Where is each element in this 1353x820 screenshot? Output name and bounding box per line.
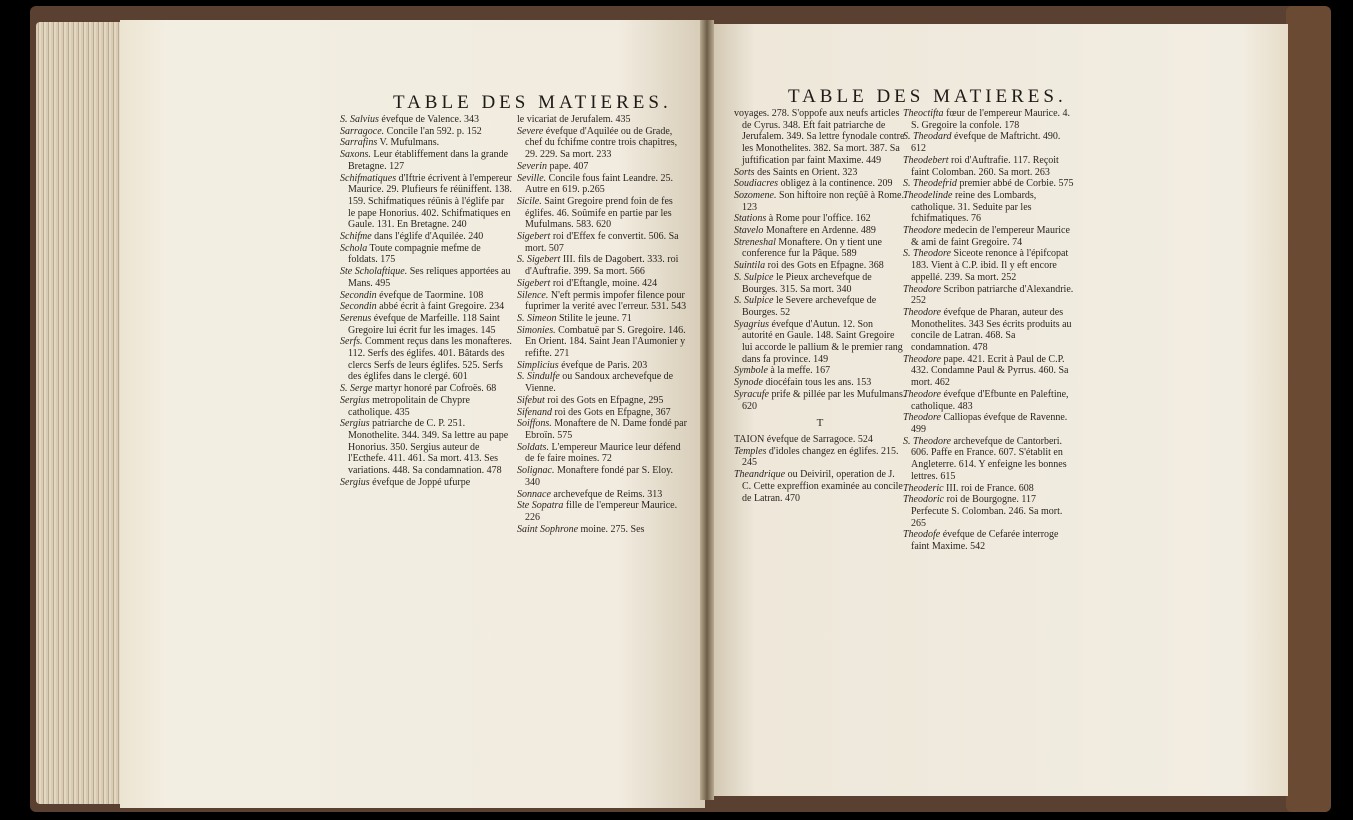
index-text: évefque d'Autun. 12. Son autorité en Gaule. 148. Saint Gregoire lui accorde le pallium & le premier rang dans fa province. 149 [742, 318, 903, 365]
index-text: fœur de l'empereur Maurice. 4. S. Gregoire la confole. 178 [911, 108, 1071, 131]
index-term: Severe [517, 125, 544, 137]
index-term: Streneshal [734, 236, 776, 248]
index-term: S. Sulpice [734, 295, 774, 307]
index-term: Sarragoce. [340, 125, 385, 137]
index-entry [340, 137, 512, 149]
left-page-header: TABLE DES MATIERES. [393, 92, 672, 113]
index-term: Sozomene. [734, 189, 777, 201]
index-text: ou Sandoux archevefque de Vienne. [525, 371, 674, 395]
index-term: Theodoric [903, 494, 945, 506]
index-text: Concile fous faint Leandre. 25. Autre en 619. p.265 [525, 172, 674, 196]
index-text: dans l'églife d'Aquilée. 240 [371, 231, 484, 243]
index-entry [734, 225, 906, 237]
index-entry [340, 383, 512, 395]
index-term: Theodore [903, 412, 941, 424]
index-term: Silence. [517, 289, 549, 301]
index-entry [517, 489, 689, 501]
index-text: V. Mufulmans. [377, 137, 440, 149]
index-entry [340, 266, 512, 289]
index-entry [734, 167, 906, 179]
index-text: metropolitain de Chypre catholique. 435 [348, 394, 470, 418]
index-text: à Rome pour l'office. 162 [766, 213, 871, 225]
index-term: Theodelinde [903, 189, 953, 201]
index-term: Theandrique [734, 469, 786, 481]
index-entry [517, 395, 689, 407]
index-entry [903, 284, 1075, 307]
left-column-1 [340, 114, 512, 489]
index-term: Schola [340, 242, 368, 254]
index-term: Saint Sophrone [517, 523, 579, 535]
index-text: premier abbé de Corbie. 575 [956, 178, 1074, 190]
left-column-2 [517, 114, 689, 535]
index-entry [517, 313, 689, 325]
index-text: III. fils de Dagobert. 333. roi d'Auftrafie. 399. Sa mort. 566 [525, 254, 679, 278]
index-entry [734, 108, 906, 167]
index-text: Saint Gregoire prend foin de fes églifes. 46. Soûmife en partie par les Mufulmans. 583. 620 [525, 195, 673, 231]
index-text: le vicariat de Jerufalem. 435 [517, 114, 631, 125]
index-term: S. Serge [340, 383, 373, 395]
index-entry [903, 248, 1075, 283]
index-entry [340, 149, 512, 172]
index-text: Siceote renonce à l'épifcopat 183. Vient à C.P. ibid. Il y eft encore appellé. 239. Sa mort. 252 [911, 248, 1069, 283]
index-text: prife & pillée par les Mufulmans. 620 [742, 388, 906, 412]
index-term: Sifebut [517, 394, 545, 406]
index-entry [903, 307, 1075, 354]
index-entry [340, 395, 512, 418]
index-entry [517, 500, 689, 523]
index-text: reine des Lombards, catholique. 31. Seduite par les fchifmatiques. 76 [911, 189, 1037, 225]
index-text: évefque de Pharan, auteur des Monothelites. 343 Ses écrits produits au concile de Latran. 468. Sa condamnation. 478 [911, 306, 1072, 354]
index-text: N'eft permis impofer filence pour fuprimer la verité avec l'erreur. 531. 543 [525, 289, 687, 313]
index-term: S. Sulpice [734, 271, 774, 283]
index-text: archevefque de Cantorberi. 606. Paffe en France. 607. S'établit en Angleterre. 614. Y enfeigne les bonnes lettres. 615 [911, 435, 1067, 482]
index-term: Soiffons. [517, 418, 552, 430]
index-entry [517, 161, 689, 173]
index-term: Serenus [340, 312, 372, 324]
section-letter: T [816, 417, 824, 430]
index-entry [517, 371, 689, 394]
index-term: Sifenand [517, 406, 552, 418]
index-term: Secondin [340, 301, 377, 313]
index-term: Sergius [340, 394, 370, 406]
index-text: medecin de l'empereur Maurice & ami de faint Gregoire. 74 [911, 225, 1070, 248]
index-text: évefque de Maftricht. 490. 612 [911, 131, 1061, 155]
index-entry [517, 360, 689, 372]
index-text: abbé écrit à faint Gregoire. 234 [376, 301, 505, 313]
index-text: évefque d'Efbunte en Paleftine, catholique. 483 [911, 388, 1069, 412]
index-entry [340, 313, 512, 336]
index-term: Serfs. [340, 336, 363, 348]
index-text: Monaftere fondé par S. Eloy. 340 [525, 465, 673, 488]
index-entry [517, 126, 689, 161]
index-term: S. Theodore [903, 248, 951, 260]
index-term: Secondin [340, 289, 377, 301]
index-term: Simplicius [517, 359, 559, 371]
index-text: ou Deiviril, operation de J. C. Cette expreffion examinée au concile de Latran. 470 [742, 469, 903, 504]
index-term: Soldats. [517, 441, 549, 453]
index-term: S. Theodefrid [903, 178, 957, 190]
index-term: Sigebert [517, 277, 551, 289]
index-text: roi d'Auftrafie. 117. Reçoit faint Colomban. 260. Sa mort. 263 [911, 154, 1059, 178]
book-cover-right-edge [1286, 6, 1331, 812]
right-column-1 [734, 108, 906, 504]
index-entry [734, 190, 906, 213]
index-entry [903, 178, 1075, 190]
index-text: des Saints en Orient. 323 [754, 166, 858, 178]
index-entry [734, 178, 906, 190]
index-entry [734, 469, 906, 504]
index-term: S. Salvius [340, 114, 379, 125]
index-term: Theodebert [903, 154, 949, 166]
index-term: Schifmatiques [340, 172, 397, 184]
index-term: Ste Sopatra [517, 500, 564, 512]
index-term: Synode [734, 377, 763, 389]
index-text: le Pieux archevefque de Bourges. 315. Sa mort. 340 [742, 271, 872, 295]
index-entry [517, 465, 689, 488]
index-term: Theoderic [903, 482, 944, 494]
index-entry [517, 325, 689, 360]
index-text: roi d'Effex fe convertit. 506. Sa mort. 507 [525, 231, 679, 254]
index-text: évefque de Cefarée interroge faint Maxime. 542 [911, 529, 1059, 553]
index-text: fille de l'empereur Maurice. 226 [525, 500, 678, 523]
index-text: roi de Bourgogne. 117 Perfecute S. Colomban. 246. Sa mort. 265 [911, 494, 1063, 529]
index-term: S. Simeon [517, 312, 557, 324]
index-entry [903, 190, 1075, 225]
index-text: à la meffe. 167 [767, 365, 831, 377]
index-term: S. Sigebert [517, 254, 561, 266]
index-text: Scribon patriarche d'Alexandrie. 252 [911, 283, 1074, 307]
index-entry [903, 155, 1075, 178]
index-entry [340, 126, 512, 138]
index-entry [903, 354, 1075, 389]
index-entry [340, 301, 512, 313]
index-term: Sarrafins [340, 137, 378, 149]
index-term: Theodofe [903, 529, 941, 541]
index-term: Suintila [734, 260, 766, 272]
index-entry [517, 231, 689, 254]
index-text: III. roi de France. 608 [943, 482, 1034, 494]
index-entry [734, 260, 906, 272]
index-term: Simonies. [517, 324, 556, 336]
index-text: roi des Gots en Efpagne, 367 [552, 406, 671, 418]
index-text: Stilite le jeune. 71 [556, 312, 632, 324]
index-term: Stations [734, 213, 767, 225]
index-text: évefque de Valence. 343 [378, 114, 479, 125]
index-text: Combatuë par S. Gregoire. 146. En Orient. 184. Saint Jean l'Aumonier y refifte. 271 [525, 324, 686, 360]
index-term: Severin [517, 160, 547, 172]
index-term: Stavelo [734, 225, 764, 237]
index-entry [517, 407, 689, 419]
index-entry [517, 114, 689, 126]
index-entry [517, 196, 689, 231]
index-term: Sorts [734, 166, 755, 178]
index-entry [734, 237, 906, 260]
index-term: Ste Scholaftique. [340, 266, 408, 278]
index-term: Syagrius [734, 318, 769, 330]
index-term: Theoctifta [903, 108, 944, 119]
index-entry [734, 213, 906, 225]
index-entry [734, 295, 906, 318]
index-entry [340, 290, 512, 302]
index-entry [903, 108, 1075, 131]
index-entry [340, 418, 512, 477]
index-entry [734, 319, 906, 366]
index-entry [734, 365, 906, 377]
index-entry [340, 231, 512, 243]
index-text: Concile l'an 592. p. 152 [384, 125, 482, 137]
index-entry [903, 131, 1075, 154]
index-entry [903, 529, 1075, 552]
index-entry [903, 436, 1075, 483]
index-entry [517, 418, 689, 441]
index-term: Saxons. [340, 149, 371, 161]
index-text: Son hiftoire non reçûë à Rome. 123 [742, 189, 904, 213]
index-term: Soudiacres [734, 178, 779, 190]
index-text: d'Iftrie écrivent à l'empereur Maurice. 29. Plufieurs fe réüniffent. 138. 159. Schifmatiques réünis à l'églife par le pape Honorius. 402. Schifmatiques en Gaule. 131. En Bretagne. 240 [348, 172, 512, 231]
index-term: Sergius [340, 418, 370, 430]
index-term: Sonnace [517, 488, 551, 500]
index-text: évefque de Paris. 203 [558, 359, 648, 371]
index-text: Comment reçus dans les monafteres. 112. Serfs des églifes. 401. Bâtards des clercs Serfs de leurs églifes. 525. Serfs des églifes dans le clergé. 601 [348, 336, 512, 383]
index-term: Theodore [903, 388, 941, 400]
index-text: pape. 407 [547, 160, 589, 172]
index-entry [517, 278, 689, 290]
index-entry [517, 173, 689, 196]
index-term: Theodore [903, 306, 941, 318]
index-text: évefque de Taormine. 108 [376, 289, 484, 301]
index-text: évefque d'Aquilée ou de Grade, chef du fchifme contre trois chapitres, 29. 229. Sa mort. 233 [525, 125, 678, 161]
index-entry [903, 389, 1075, 412]
index-entry [340, 477, 512, 489]
index-text: Leur établiffement dans la grande Bretagne. 127 [348, 149, 509, 172]
index-text: roi des Gots en Efpagne, 295 [544, 394, 664, 406]
index-entry [903, 412, 1075, 435]
index-text: d'idoles changez en églifes. 215. 245 [742, 445, 899, 469]
index-term: S. Theodore [903, 435, 951, 447]
index-text: Ses reliques apportées au Mans. 495 [348, 266, 511, 289]
index-entry [903, 483, 1075, 495]
index-term: Schifme [340, 231, 372, 243]
index-entry [734, 389, 906, 412]
index-text: le Severe archevefque de Bourges. 52 [742, 295, 877, 318]
index-text: Monaftere de N. Dame fondé par Ebroïn. 575 [525, 418, 687, 441]
index-entry [340, 243, 512, 266]
index-text: pape. 421. Ecrit à Paul de C.P. 432. Condamne Paul & Pyrrus. 460. Sa mort. 462 [911, 353, 1069, 389]
index-term: Seville. [517, 172, 547, 184]
index-text: TAION évefque de Sarragoce. 524 [734, 433, 873, 445]
index-term: S. Sindulfe [517, 371, 560, 383]
page-edges [36, 22, 132, 804]
index-text: patriarche de C. P. 251. Monothelite. 344. 349. Sa lettre au pape Honorius. 350. Sergius auteur de l'Ecthefe. 411. 461. Sa mort. 413. Ses variations. 448. Sa condamnation. 478 [348, 418, 509, 477]
index-text: diocéfain tous les ans. 153 [762, 377, 872, 389]
index-term: Solignac. [517, 465, 555, 477]
index-term: Theodore [903, 283, 941, 295]
index-entry [734, 434, 906, 446]
index-text: Monaftere en Ardenne. 489 [763, 225, 876, 237]
index-term: Sicile. [517, 195, 542, 207]
index-text: évefque de Marfeille. 118 Saint Gregoire lui écrit fur les images. 145 [348, 312, 500, 336]
index-entry [340, 173, 512, 232]
right-page-header: TABLE DES MATIERES. [788, 86, 1067, 107]
index-text: L'empereur Maurice leur défend de fe faire moines. 72 [525, 441, 681, 465]
index-text: voyages. 278. S'oppofe aux neufs articles de Cyrus. 348. Eft fait patriarche de Jerufalem. 349. Sa lettre fynodale contre les Monothelites. 382. Sa mort. 387. Sa juftification par faint Maxime. 449 [734, 108, 905, 166]
index-term: Theodore [903, 353, 941, 365]
index-entry [734, 446, 906, 469]
index-term: Sigebert [517, 231, 551, 243]
index-term: Symbole [734, 365, 768, 377]
index-term: Theodore [903, 225, 941, 237]
index-text: roi d'Eftangle, moine. 424 [550, 277, 658, 289]
index-entry [734, 272, 906, 295]
index-text: obligez à la continence. 209 [778, 178, 893, 190]
index-entry [517, 290, 689, 313]
index-entry [734, 377, 906, 389]
index-term: S. Theodard [903, 131, 952, 143]
book-gutter [700, 20, 714, 800]
index-text: Calliopas évefque de Ravenne. 499 [911, 412, 1068, 435]
index-entry [340, 336, 512, 383]
index-text: Toute compagnie mefme de foldats. 175 [348, 242, 481, 266]
index-entry [903, 494, 1075, 529]
index-term: Temples [734, 445, 767, 457]
index-text: archevefque de Reims. 313 [550, 488, 663, 500]
index-entry [517, 524, 689, 536]
index-entry [517, 254, 689, 277]
index-entry [517, 442, 689, 465]
right-column-2 [903, 108, 1075, 553]
index-text: martyr honoré par Cofroës. 68 [372, 383, 497, 395]
index-term: Sergius [340, 476, 370, 488]
index-entry [903, 225, 1075, 248]
index-entry [340, 114, 512, 126]
index-term: Syracufe [734, 388, 769, 400]
index-text: moine. 275. Ses [578, 523, 645, 535]
index-text: Monaftere. On y tient une conference fur la Pâque. 589 [742, 236, 882, 260]
index-text: évefque de Joppé ufurpe [369, 476, 471, 488]
index-text: roi des Gots en Efpagne. 368 [765, 260, 884, 272]
